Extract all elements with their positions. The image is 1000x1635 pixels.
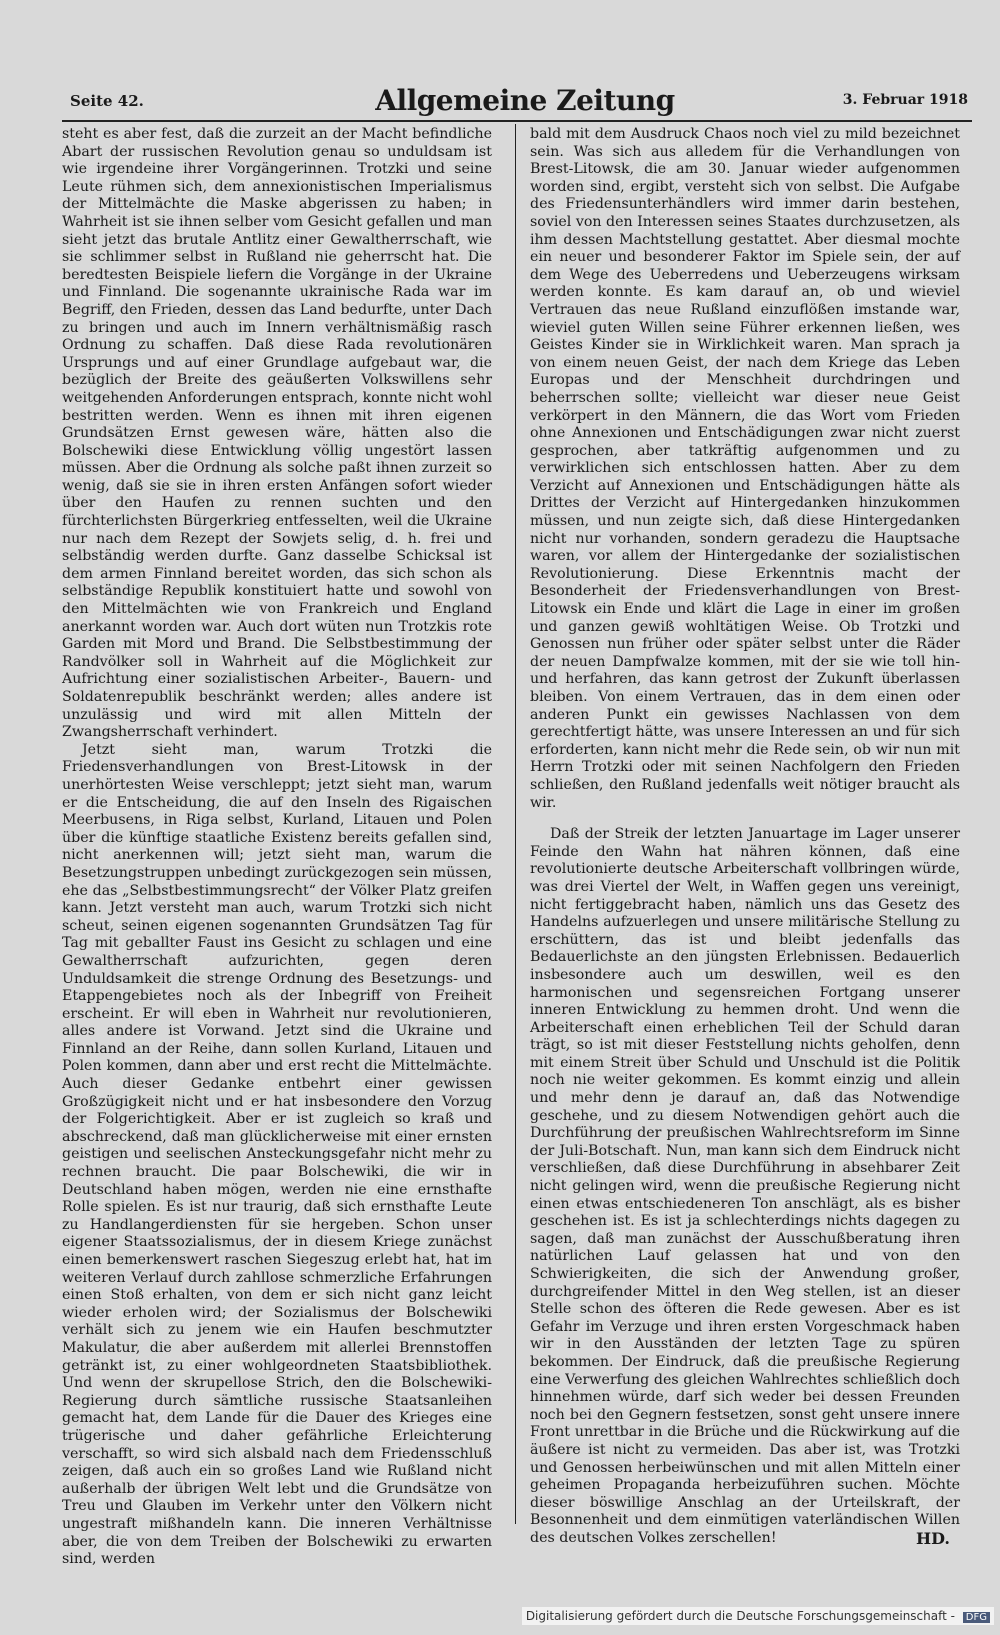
left-column: [62, 126, 492, 1568]
footer-text: Digitalisierung gefördert durch die Deutsche Forschungsgemeinschaft -: [525, 1609, 955, 1623]
right-column: [530, 126, 960, 1548]
page-number: Seite 42.: [70, 92, 144, 110]
author-signature: HD.: [916, 1528, 950, 1548]
newspaper-title: Allgemeine Zeitung: [375, 84, 675, 117]
left-paragraph: Jetzt sieht man, warum Trotzki die Friedensverhandlungen von Brest-Litowsk in der unerhörtesten Weise verschleppt; jetzt sieht man, warum er die Entscheidung, die auf den Inseln des Rigaischen Meerbusens, in Riga selbst, Kurland, Litauen und Polen über die künftige staatliche Existenz bereits gefallen sind, nicht anerkennen will; jetzt sieht man, warum die Besetzungstruppen unbedingt zurückgezogen sein müssen, ehe das „Selbstbestimmungsrecht“ der Völker Platz greifen kann. Jetzt versteht man auch, warum Trotzki sich nicht scheut, seinen eigenen sogenannten Grundsätzen Tag für Tag mit geballter Faust ins Gesicht zu schlagen und eine Gewaltherrschaft aufzurichten, gegen deren Unduldsamkeit die strenge Ordnung des Besetzungs- und Etappengebietes noch als der Inbegriff von Freiheit erscheint. Er will eben in Wahrheit nur revolutionieren, alles andere ist Vorwand. Jetzt sind die Ukraine und Finnland an der Reihe, dann sollen Kurland, Litauen und Polen kommen, dann aber und erst recht die Mittelmächte. Auch dieser Gedanke entbehrt einer gewissen Großzügigkeit nicht und er hat insbesondere den Vorzug der Folgerichtigkeit. Aber er ist zugleich so kraß und abschreckend, daß man glücklicherweise mit einer ernsten geistigen und seelischen Ansteckungsgefahr nicht mehr zu rechnen braucht. Die paar Bolschewiki, die wir in Deutschland haben mögen, werden nie eine ernsthafte Rolle spielen. Es ist nur traurig, daß sich ernsthafte Leute zu Handlangerdiensten für sie hergeben. Schon unser eigener Staatssozialismus, der in diesem Kriege zunächst einen bemerkenswert raschen Siegeszug erlebt hat, hat im weiteren Verlauf durch zahllose schmerzliche Erfahrungen einen Stoß erhalten, von dem er sich nicht ganz leicht wieder erholen wird; der Sozialismus der Bolschewiki verhält sich zu jenem wie ein Haufen beschmutzter Makulatur, die aber außerdem mit allerlei Brennstoffen getränkt ist, zu einer wohlgeordneten Staatsbibliothek. Und wenn der skrupellose Strich, den die Bolschewiki-Regierung durch sämtliche russische Staatsanleihen gemacht hat, dem Lande für die Dauer des Krieges eine trügerische und daher gefährliche Erleichterung verschafft, so wird sich alsbald nach dem Friedensschluß zeigen, daß auch ein so großes Land wie Rußland nicht außerhalb der übrigen Welt lebt und die Grundsätze von Treu und Glauben im Verkehr unter den Völkern nicht ungestraft mißhandeln kann. Die inneren Verhältnisse aber, die von dem Treiben der Bolschewiki zu erwarten sind, werden: [62, 741, 492, 1568]
newspaper-page: [48, 70, 978, 1568]
digitization-footer: [522, 1607, 994, 1625]
page-header: [70, 84, 968, 124]
column-divider: [515, 124, 516, 1524]
left-paragraph: steht es aber fest, daß die zurzeit an der Macht befindliche Abart der russischen Revolution genau so unduldsam ist wie irgendeine ihrer Vorgängerinnen. Trotzki und seine Leute rühmen sich, dem annexionistischen Imperialismus der Mittelmächte die Maske abgerissen zu haben; in Wahrheit ist sie ihnen selber vom Gesicht gefallen und man sieht jetzt das brutale Antlitz einer Gewaltherrschaft, wie sie schlimmer selbst in Rußland nie geherrscht hat. Die beredtesten Beispiele liefern die Vorgänge in der Ukraine und Finnland. Die sogenannte ukrainische Rada war im Begriff, den Frieden, dessen das Land bedurfte, unter Dach zu bringen und auch im Innern verhältnismäßig rasch Ordnung zu schaffen. Daß diese Rada revolutionären Ursprungs und auf einer Grundlage aufgebaut war, die bezüglich der Breite des geäußerten Volkswillens sehr weitgehenden Anforderungen entsprach, konnte nicht wohl bestritten werden. Wenn es ihnen mit ihren eigenen Grundsätzen Ernst gewesen wäre, hätten also die Bolschewiki diese Entwicklung völlig ungestört lassen müssen. Aber die Ordnung als solche paßt ihnen zurzeit so wenig, daß sie sie in ihren ersten Anfängen sofort wieder über den Haufen zu rennen suchten und den fürchterlichsten Bürgerkrieg entfesselten, weil die Ukraine nur nach dem Rezept der Sowjets selig, d. h. frei und selbständig werden durfte. Ganz dasselbe Schicksal ist dem armen Finnland bereitet worden, das sich schon als selbständige Republik konstituiert hatte und sowohl von den Mittelmächten wie von Frankreich und England anerkannt worden war. Auch dort wüten nun Trotzkis rote Garden mit Mord und Brand. Die Selbstbestimmung der Randvölker soll in Wahrheit auf die Möglichkeit zur Aufrichtung einer sozialistischen Arbeiter-, Bauern- und Soldatenrepublik beschränkt werden; alles andere ist unzulässig und wird mit allen Mitteln der Zwangsherrschaft verhindert.: [62, 126, 492, 741]
right-paragraph: bald mit dem Ausdruck Chaos noch viel zu mild bezeichnet sein. Was sich aus alledem für die Verhandlungen von Brest-Litowsk, die am 30. Januar wieder aufgenommen worden sind, ergibt, versteht sich von selbst. Die Aufgabe des Friedensunterhändlers wird immer darin bestehen, soviel von den Interessen seines Staates durchzusetzen, als ihm dessen Machtstellung gestattet. Aber diesmal mochte ein neuer und besonderer Faktor im Spiele sein, der auf dem Wege des Ueberredens und Ueberzeugens wirksam werden konnte. Es kam darauf an, ob und wieviel Vertrauen das neue Rußland einzuflößen imstande war, wieviel guten Willen seine Führer erkennen ließen, wes Geistes Kinder sie in Wirklichkeit waren. Man sprach ja von einem neuen Geist, der nach dem Kriege das Leben Europas und der Menschheit durchdringen und beherrschen sollte; vielleicht war dieser neue Geist verkörpert in den Männern, die das Wort vom Frieden ohne Annexionen und Entschädigungen zwar nicht zuerst gesprochen, aber tatkräftig aufgenommen und zu verwirklichen sich entschlossen hatten. Aber zu dem Verzicht auf Annexionen und Entschädigungen hätte als Drittes der Verzicht auf Hintergedanken hinzukommen müssen, und nun zeigte sich, daß diese Hintergedanken nicht nur vorhanden, sondern geradezu die Hauptsache waren, vor allem der Hintergedanke der sozialistischen Revolutionierung. Diese Erkenntnis macht der Besonderheit der Friedensverhandlungen von Brest-Litowsk ein Ende und klärt die Lage in einer im großen und ganzen gewiß wohltätigen Weise. Ob Trotzki und Genossen nun früher oder später selbst unter die Räder der neuen Dampfwalze kommen, mit der sie wie toll hin- und herfahren, das kann getrost der Zukunft überlassen bleiben. Von einem Vertrauen, das in dem einen oder anderen Punkt ein gewisses Nachlassen von dem gerechtfertigt hätte, was unsere Interessen an und für sich erforderten, kann nicht mehr die Rede sein, ob wir nun mit Herrn Trotzki oder mit seinen Nachfolgern den Frieden schließen, den Rußland jedenfalls weit nötiger braucht als wir.: [530, 126, 960, 811]
right-paragraph: Daß der Streik der letzten Januartage im Lager unserer Feinde den Wahn hat nähren können, daß eine revolutionierte deutsche Arbeiterschaft vollbringen würde, was drei Viertel der Welt, in Waffen gegen uns vereinigt, nicht fertiggebracht haben, nämlich uns das Gesetz des Handelns aufzuerlegen und unsere militärische Stellung zu erschüttern, das ist und bleibt jedenfalls das Bedauerlichste an den jüngsten Erlebnissen. Bedauerlich insbesondere auch um deswillen, weil es den harmonischen und segensreichen Fortgang unserer inneren Entwicklung zu hemmen droht. Und wenn die Arbeiterschaft einen erheblichen Teil der Schuld daran trägt, so ist mit dieser Feststellung nichts geholfen, denn mit einem Streit über Schuld und Unschuld ist die Politik noch nie weiter gekommen. Es kommt einzig und allein und mehr denn je darauf an, daß das Notwendige geschehe, und zu diesem Notwendigen gehört auch die Durchführung der preußischen Wahlrechtsreform im Sinne der Juli-Botschaft. Nun, man kann sich dem Eindruck nicht verschließen, daß diese Durchführung in absehbarer Zeit nicht gelingen wird, wenn die preußische Regierung nicht einen etwas entschiedeneren Ton anschlägt, als es bisher geschehen ist. Es ist ja schlechterdings nichts dagegen zu sagen, daß man zunächst der Ausschußberatung ihren natürlichen Lauf gelassen hat und von den Schwierigkeiten, die sich der Anwendung großer, durchgreifender Mittel in den Weg stellen, ist an dieser Stelle schon des öfteren die Rede gewesen. Aber es ist Gefahr im Verzuge und ihren ersten Vorgeschmack haben wir in den Ausständen der letzten Tage zu spüren bekommen. Der Eindruck, daß die preußische Regierung eine Verwerfung des gleichen Wahlrechtes schließlich doch hinnehmen würde, darf sich weder bei dessen Freunden noch bei den Gegnern festsetzen, sonst geht unsere innere Front unrettbar in die Brüche und die Rückwirkung auf die äußere ist nicht zu vermeiden. Das aber ist, was Trotzki und Genossen herbeiwünschen und mit allen Mitteln einer geheimen Propaganda herbeizuführen suchen. Möchte dieser böswillige Anschlag an der Urteilskraft, der Besonnenheit und dem einmütigen vaterländischen Willen des deutschen Volkes zerschellen!: [530, 826, 960, 1546]
dfg-logo: DFG: [963, 1612, 990, 1623]
issue-date: 3. Februar 1918: [842, 92, 968, 108]
header-rule: [62, 120, 972, 122]
